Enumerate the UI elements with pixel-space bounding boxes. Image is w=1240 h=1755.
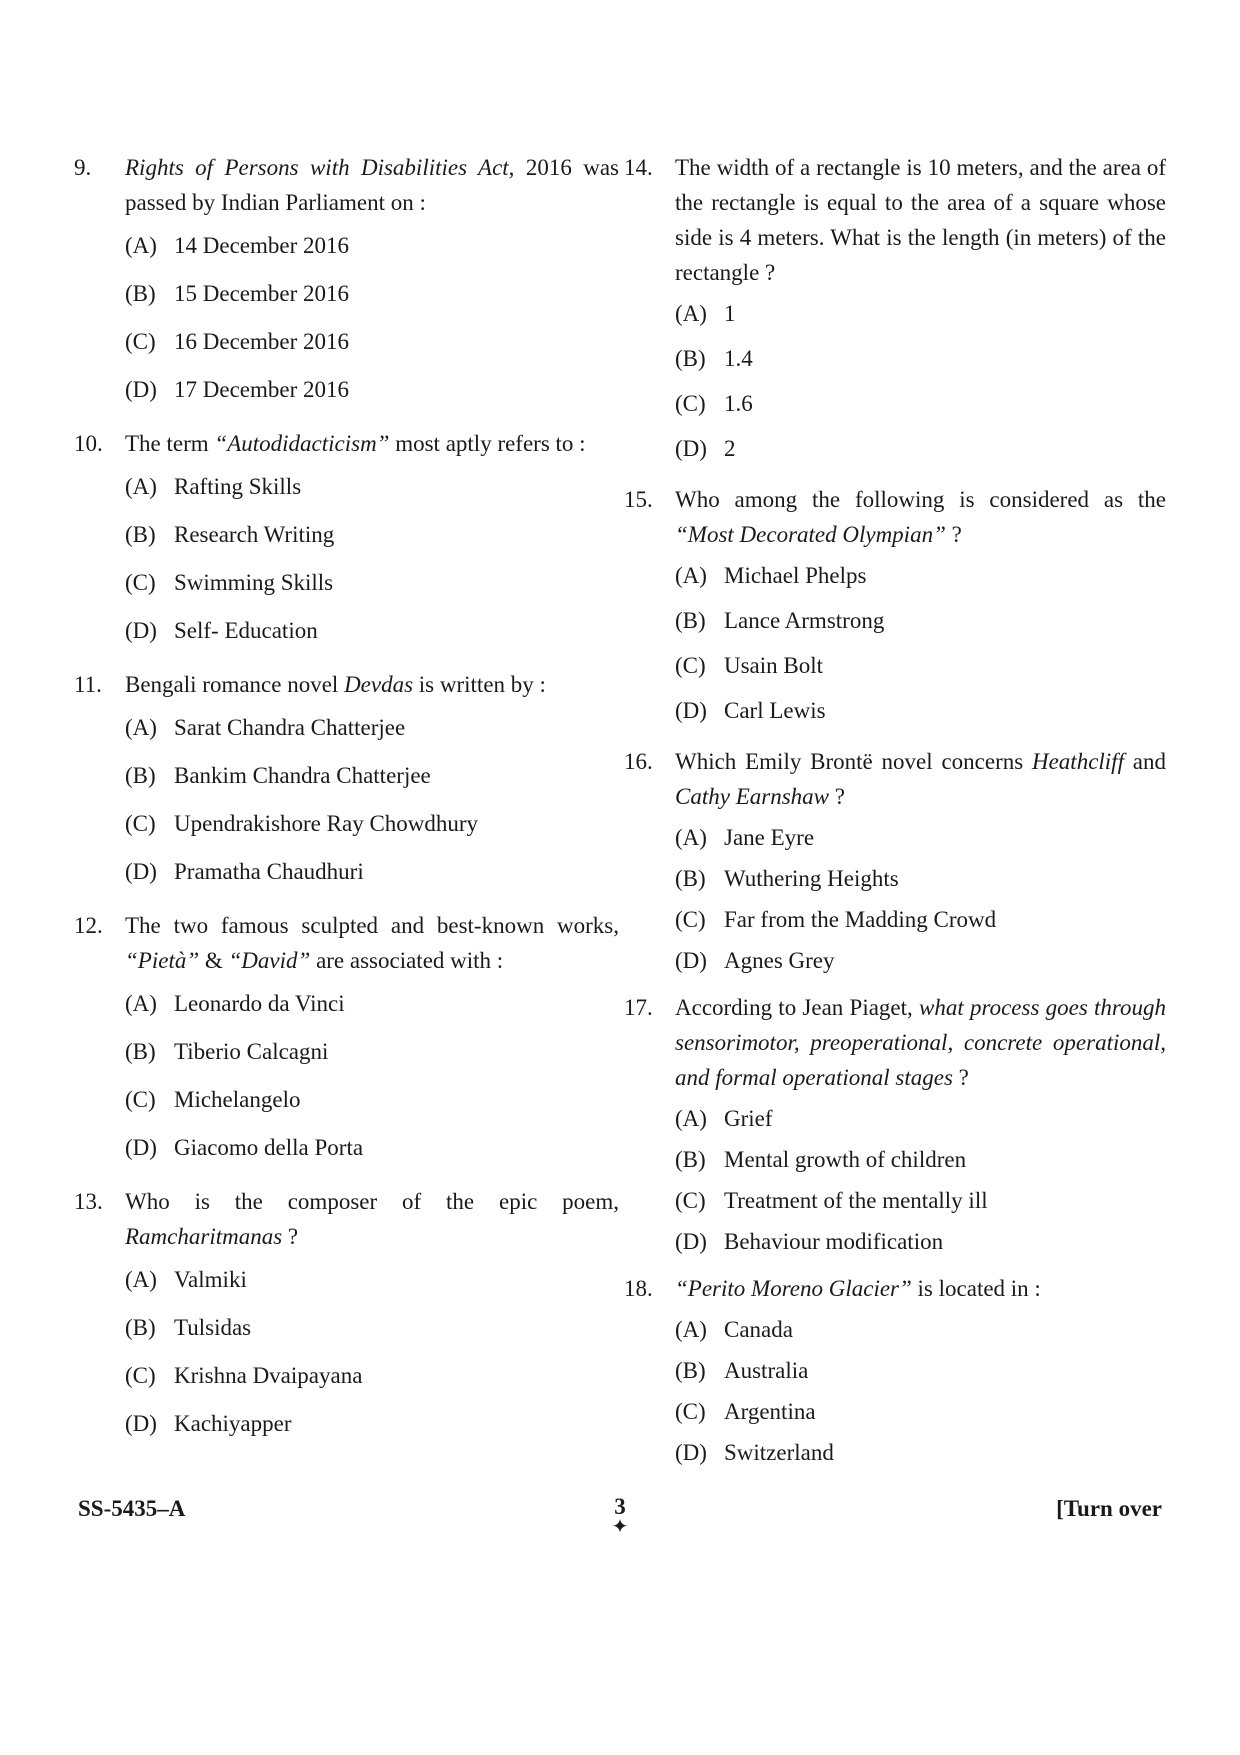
option-text: Giacomo della Porta bbox=[174, 1135, 364, 1160]
answer-option bbox=[624, 603, 1166, 648]
option-label: (A) bbox=[675, 1106, 707, 1131]
answer-option bbox=[624, 386, 1166, 431]
option-text: Argentina bbox=[724, 1399, 816, 1424]
question-text-part: The width of a rectangle is 10 meters, and the area of the rectangle is equal to the area of a square whose side is 4 meters. What is the length (in meters) of the rectangle ? bbox=[675, 155, 1166, 285]
question-text bbox=[74, 908, 619, 978]
option-list bbox=[624, 820, 1166, 984]
question-text-part: Cathy Earnshaw bbox=[675, 784, 829, 809]
option-label: (B) bbox=[125, 1039, 156, 1064]
option-list bbox=[624, 296, 1166, 476]
question-text-part: “Pietà” bbox=[125, 948, 200, 973]
answer-option bbox=[74, 565, 619, 613]
question-text bbox=[624, 1271, 1166, 1306]
answer-option bbox=[74, 1358, 619, 1406]
answer-option bbox=[624, 820, 1166, 861]
option-label: (D) bbox=[675, 948, 707, 973]
answer-option bbox=[74, 372, 619, 420]
option-text: 16 December 2016 bbox=[174, 329, 349, 354]
answer-option bbox=[74, 324, 619, 372]
option-label: (B) bbox=[675, 346, 706, 371]
answer-option bbox=[74, 517, 619, 565]
question-text-part: , 2016 was passed by Indian Parliament on : bbox=[125, 155, 619, 215]
option-text: Pramatha Chaudhuri bbox=[174, 859, 364, 884]
question-text bbox=[624, 482, 1166, 552]
option-list bbox=[624, 1312, 1166, 1476]
option-text: Bankim Chandra Chatterjee bbox=[174, 763, 431, 788]
option-list bbox=[74, 469, 619, 661]
answer-option bbox=[624, 1435, 1166, 1476]
question-text-part: The term bbox=[125, 431, 215, 456]
option-text: Behaviour modification bbox=[724, 1229, 944, 1254]
answer-option bbox=[624, 1183, 1166, 1224]
option-list bbox=[624, 558, 1166, 738]
question-text-part: Which Emily Brontë novel concerns bbox=[675, 749, 1032, 774]
option-label: (B) bbox=[675, 866, 706, 891]
question-text-part: ? bbox=[952, 1065, 969, 1090]
option-label: (D) bbox=[675, 436, 707, 461]
answer-option bbox=[624, 341, 1166, 386]
question-text-part: Who among the following is considered as the bbox=[675, 487, 1166, 512]
option-text: Research Writing bbox=[174, 522, 335, 547]
question-text-part: Who is the composer of the epic poem, bbox=[125, 1189, 619, 1214]
option-label: (A) bbox=[675, 301, 707, 326]
option-list bbox=[74, 986, 619, 1178]
option-text: 1.4 bbox=[724, 346, 753, 371]
option-label: (A) bbox=[125, 991, 157, 1016]
answer-option bbox=[624, 648, 1166, 693]
question-number: 10. bbox=[74, 431, 103, 456]
answer-option bbox=[74, 758, 619, 806]
turn-over-note: [Turn over bbox=[1056, 1496, 1162, 1521]
option-text: Upendrakishore Ray Chowdhury bbox=[174, 811, 479, 836]
option-label: (B) bbox=[125, 522, 156, 547]
page-number: 3 bbox=[614, 1494, 626, 1519]
answer-option bbox=[624, 431, 1166, 476]
question-number: 9. bbox=[74, 155, 92, 180]
question-text bbox=[74, 1184, 619, 1254]
option-text: Tulsidas bbox=[174, 1315, 252, 1340]
question-text-part: and bbox=[1123, 749, 1166, 774]
option-label: (C) bbox=[125, 329, 156, 354]
answer-option bbox=[624, 861, 1166, 902]
option-label: (C) bbox=[125, 811, 156, 836]
answer-option bbox=[624, 1142, 1166, 1183]
option-text: Far from the Madding Crowd bbox=[724, 907, 997, 932]
question bbox=[624, 1271, 1166, 1476]
option-label: (D) bbox=[675, 698, 707, 723]
answer-option bbox=[624, 1101, 1166, 1142]
question-text-part: is located in : bbox=[911, 1276, 1041, 1301]
option-label: (A) bbox=[125, 715, 157, 740]
question bbox=[74, 426, 619, 661]
option-text: Krishna Dvaipayana bbox=[174, 1363, 363, 1388]
option-label: (A) bbox=[675, 1317, 707, 1342]
option-text: Canada bbox=[724, 1317, 793, 1342]
answer-option bbox=[74, 613, 619, 661]
option-label: (D) bbox=[125, 377, 157, 402]
question-text-part: “Most Decorated Olympian” bbox=[675, 522, 946, 547]
question-text-part: what process goes through sensorimotor, preoperational, concrete operational, and formal operational stages bbox=[675, 995, 1167, 1090]
option-text: Rafting Skills bbox=[174, 474, 302, 499]
star-ornament: ✦ bbox=[611, 1516, 629, 1538]
option-text: Australia bbox=[724, 1358, 809, 1383]
option-label: (C) bbox=[675, 1399, 706, 1424]
option-label: (C) bbox=[675, 391, 706, 416]
option-text: 2 bbox=[724, 436, 736, 461]
answer-option bbox=[74, 1310, 619, 1358]
question-text bbox=[74, 667, 619, 702]
option-text: 14 December 2016 bbox=[174, 233, 349, 258]
option-label: (D) bbox=[125, 1411, 157, 1436]
option-label: (A) bbox=[675, 563, 707, 588]
option-label: (D) bbox=[675, 1229, 707, 1254]
option-label: (B) bbox=[125, 1315, 156, 1340]
option-text: Treatment of the mentally ill bbox=[724, 1188, 988, 1213]
option-label: (A) bbox=[125, 474, 157, 499]
answer-option bbox=[624, 1394, 1166, 1435]
option-text: Mental growth of children bbox=[724, 1147, 967, 1172]
option-label: (D) bbox=[125, 859, 157, 884]
option-text: Valmiki bbox=[174, 1267, 247, 1292]
question-text-part: ? bbox=[945, 522, 962, 547]
answer-option bbox=[74, 1262, 619, 1310]
option-text: Usain Bolt bbox=[724, 653, 824, 678]
option-text: 1 bbox=[724, 301, 736, 326]
question-text-part: is written by : bbox=[413, 672, 546, 697]
option-label: (D) bbox=[125, 1135, 157, 1160]
option-label: (B) bbox=[675, 1147, 706, 1172]
option-label: (B) bbox=[675, 608, 706, 633]
question-text bbox=[624, 744, 1166, 814]
option-text: Self- Education bbox=[174, 618, 318, 643]
question-number: 11. bbox=[74, 672, 102, 697]
answer-option bbox=[74, 854, 619, 902]
question-number: 13. bbox=[74, 1189, 103, 1214]
question-text-part: ? bbox=[828, 784, 845, 809]
option-label: (A) bbox=[125, 233, 157, 258]
answer-option bbox=[624, 1312, 1166, 1353]
option-text: Michael Phelps bbox=[724, 563, 867, 588]
answer-option bbox=[624, 1353, 1166, 1394]
answer-option bbox=[74, 228, 619, 276]
option-text: 15 December 2016 bbox=[174, 281, 349, 306]
paper-code: SS-5435–A bbox=[78, 1496, 186, 1521]
option-text: Sarat Chandra Chatterjee bbox=[174, 715, 406, 740]
question bbox=[74, 150, 619, 420]
option-text: Lance Armstrong bbox=[724, 608, 885, 633]
option-label: (C) bbox=[675, 907, 706, 932]
right-column bbox=[624, 150, 1166, 1482]
option-list bbox=[624, 1101, 1166, 1265]
option-label: (A) bbox=[675, 825, 707, 850]
option-label: (B) bbox=[675, 1358, 706, 1383]
option-label: (C) bbox=[675, 653, 706, 678]
question-text bbox=[74, 426, 619, 461]
question bbox=[624, 482, 1166, 738]
option-text: 17 December 2016 bbox=[174, 377, 349, 402]
question-text-part: are associated with : bbox=[310, 948, 504, 973]
option-text: Grief bbox=[724, 1106, 773, 1131]
question-text bbox=[74, 150, 619, 220]
question-number: 15. bbox=[624, 487, 653, 512]
answer-option bbox=[74, 806, 619, 854]
question-text-part: Bengali romance novel bbox=[125, 672, 345, 697]
question-text-part: Devdas bbox=[344, 672, 414, 697]
question bbox=[624, 990, 1166, 1265]
question-text-part: most aptly refers to : bbox=[389, 431, 586, 456]
question-text-part: “Perito Moreno Glacier” bbox=[675, 1276, 912, 1301]
question-number: 14. bbox=[624, 155, 653, 180]
option-label: (B) bbox=[125, 763, 156, 788]
option-label: (C) bbox=[675, 1188, 706, 1213]
question-text-part: Ramcharitmanas bbox=[125, 1224, 283, 1249]
option-text: Leonardo da Vinci bbox=[174, 991, 345, 1016]
question-number: 17. bbox=[624, 995, 653, 1020]
question-text-part: “Autodidacticism” bbox=[214, 431, 390, 456]
option-text: Switzerland bbox=[724, 1440, 834, 1465]
answer-option bbox=[624, 558, 1166, 603]
answer-option bbox=[74, 710, 619, 758]
question-text bbox=[624, 990, 1166, 1095]
answer-option bbox=[74, 986, 619, 1034]
answer-option bbox=[74, 276, 619, 324]
option-list bbox=[74, 228, 619, 420]
answer-option bbox=[624, 1224, 1166, 1265]
answer-option bbox=[74, 1130, 619, 1178]
question bbox=[624, 150, 1166, 476]
question-text-part: ? bbox=[282, 1224, 299, 1249]
question-text-part: & bbox=[199, 948, 229, 973]
answer-option bbox=[74, 1082, 619, 1130]
option-label: (B) bbox=[125, 281, 156, 306]
option-text: Swimming Skills bbox=[174, 570, 334, 595]
option-label: (A) bbox=[125, 1267, 157, 1292]
question bbox=[74, 667, 619, 902]
answer-option bbox=[624, 693, 1166, 738]
option-list bbox=[74, 710, 619, 902]
answer-option bbox=[624, 943, 1166, 984]
option-label: (D) bbox=[675, 1440, 707, 1465]
answer-option bbox=[74, 469, 619, 517]
option-list bbox=[74, 1262, 619, 1454]
question-text bbox=[624, 150, 1166, 290]
option-text: 1.6 bbox=[724, 391, 753, 416]
answer-option bbox=[74, 1406, 619, 1454]
option-label: (C) bbox=[125, 1087, 156, 1112]
option-text: Kachiyapper bbox=[174, 1411, 292, 1436]
question-number: 12. bbox=[74, 913, 103, 938]
option-label: (D) bbox=[125, 618, 157, 643]
option-text: Tiberio Calcagni bbox=[174, 1039, 329, 1064]
question-text-part: Heathcliff bbox=[1031, 749, 1124, 774]
answer-option bbox=[624, 902, 1166, 943]
option-label: (C) bbox=[125, 570, 156, 595]
option-text: Wuthering Heights bbox=[724, 866, 899, 891]
question-number: 18. bbox=[624, 1276, 653, 1301]
question bbox=[74, 1184, 619, 1454]
question-text-part: The two famous sculpted and best-known works, bbox=[125, 913, 619, 938]
option-text: Jane Eyre bbox=[724, 825, 815, 850]
question-text-part: According to Jean Piaget, bbox=[675, 995, 920, 1020]
option-text: Carl Lewis bbox=[724, 698, 826, 723]
question-text-part: “David” bbox=[228, 948, 311, 973]
question-text-part: Rights of Persons with Disabilities Act bbox=[125, 155, 509, 180]
left-column bbox=[74, 150, 619, 1460]
answer-option bbox=[74, 1034, 619, 1082]
option-label: (C) bbox=[125, 1363, 156, 1388]
question bbox=[74, 908, 619, 1178]
option-text: Michelangelo bbox=[174, 1087, 301, 1112]
answer-option bbox=[624, 296, 1166, 341]
question bbox=[624, 744, 1166, 984]
question-number: 16. bbox=[624, 749, 653, 774]
option-text: Agnes Grey bbox=[724, 948, 835, 973]
